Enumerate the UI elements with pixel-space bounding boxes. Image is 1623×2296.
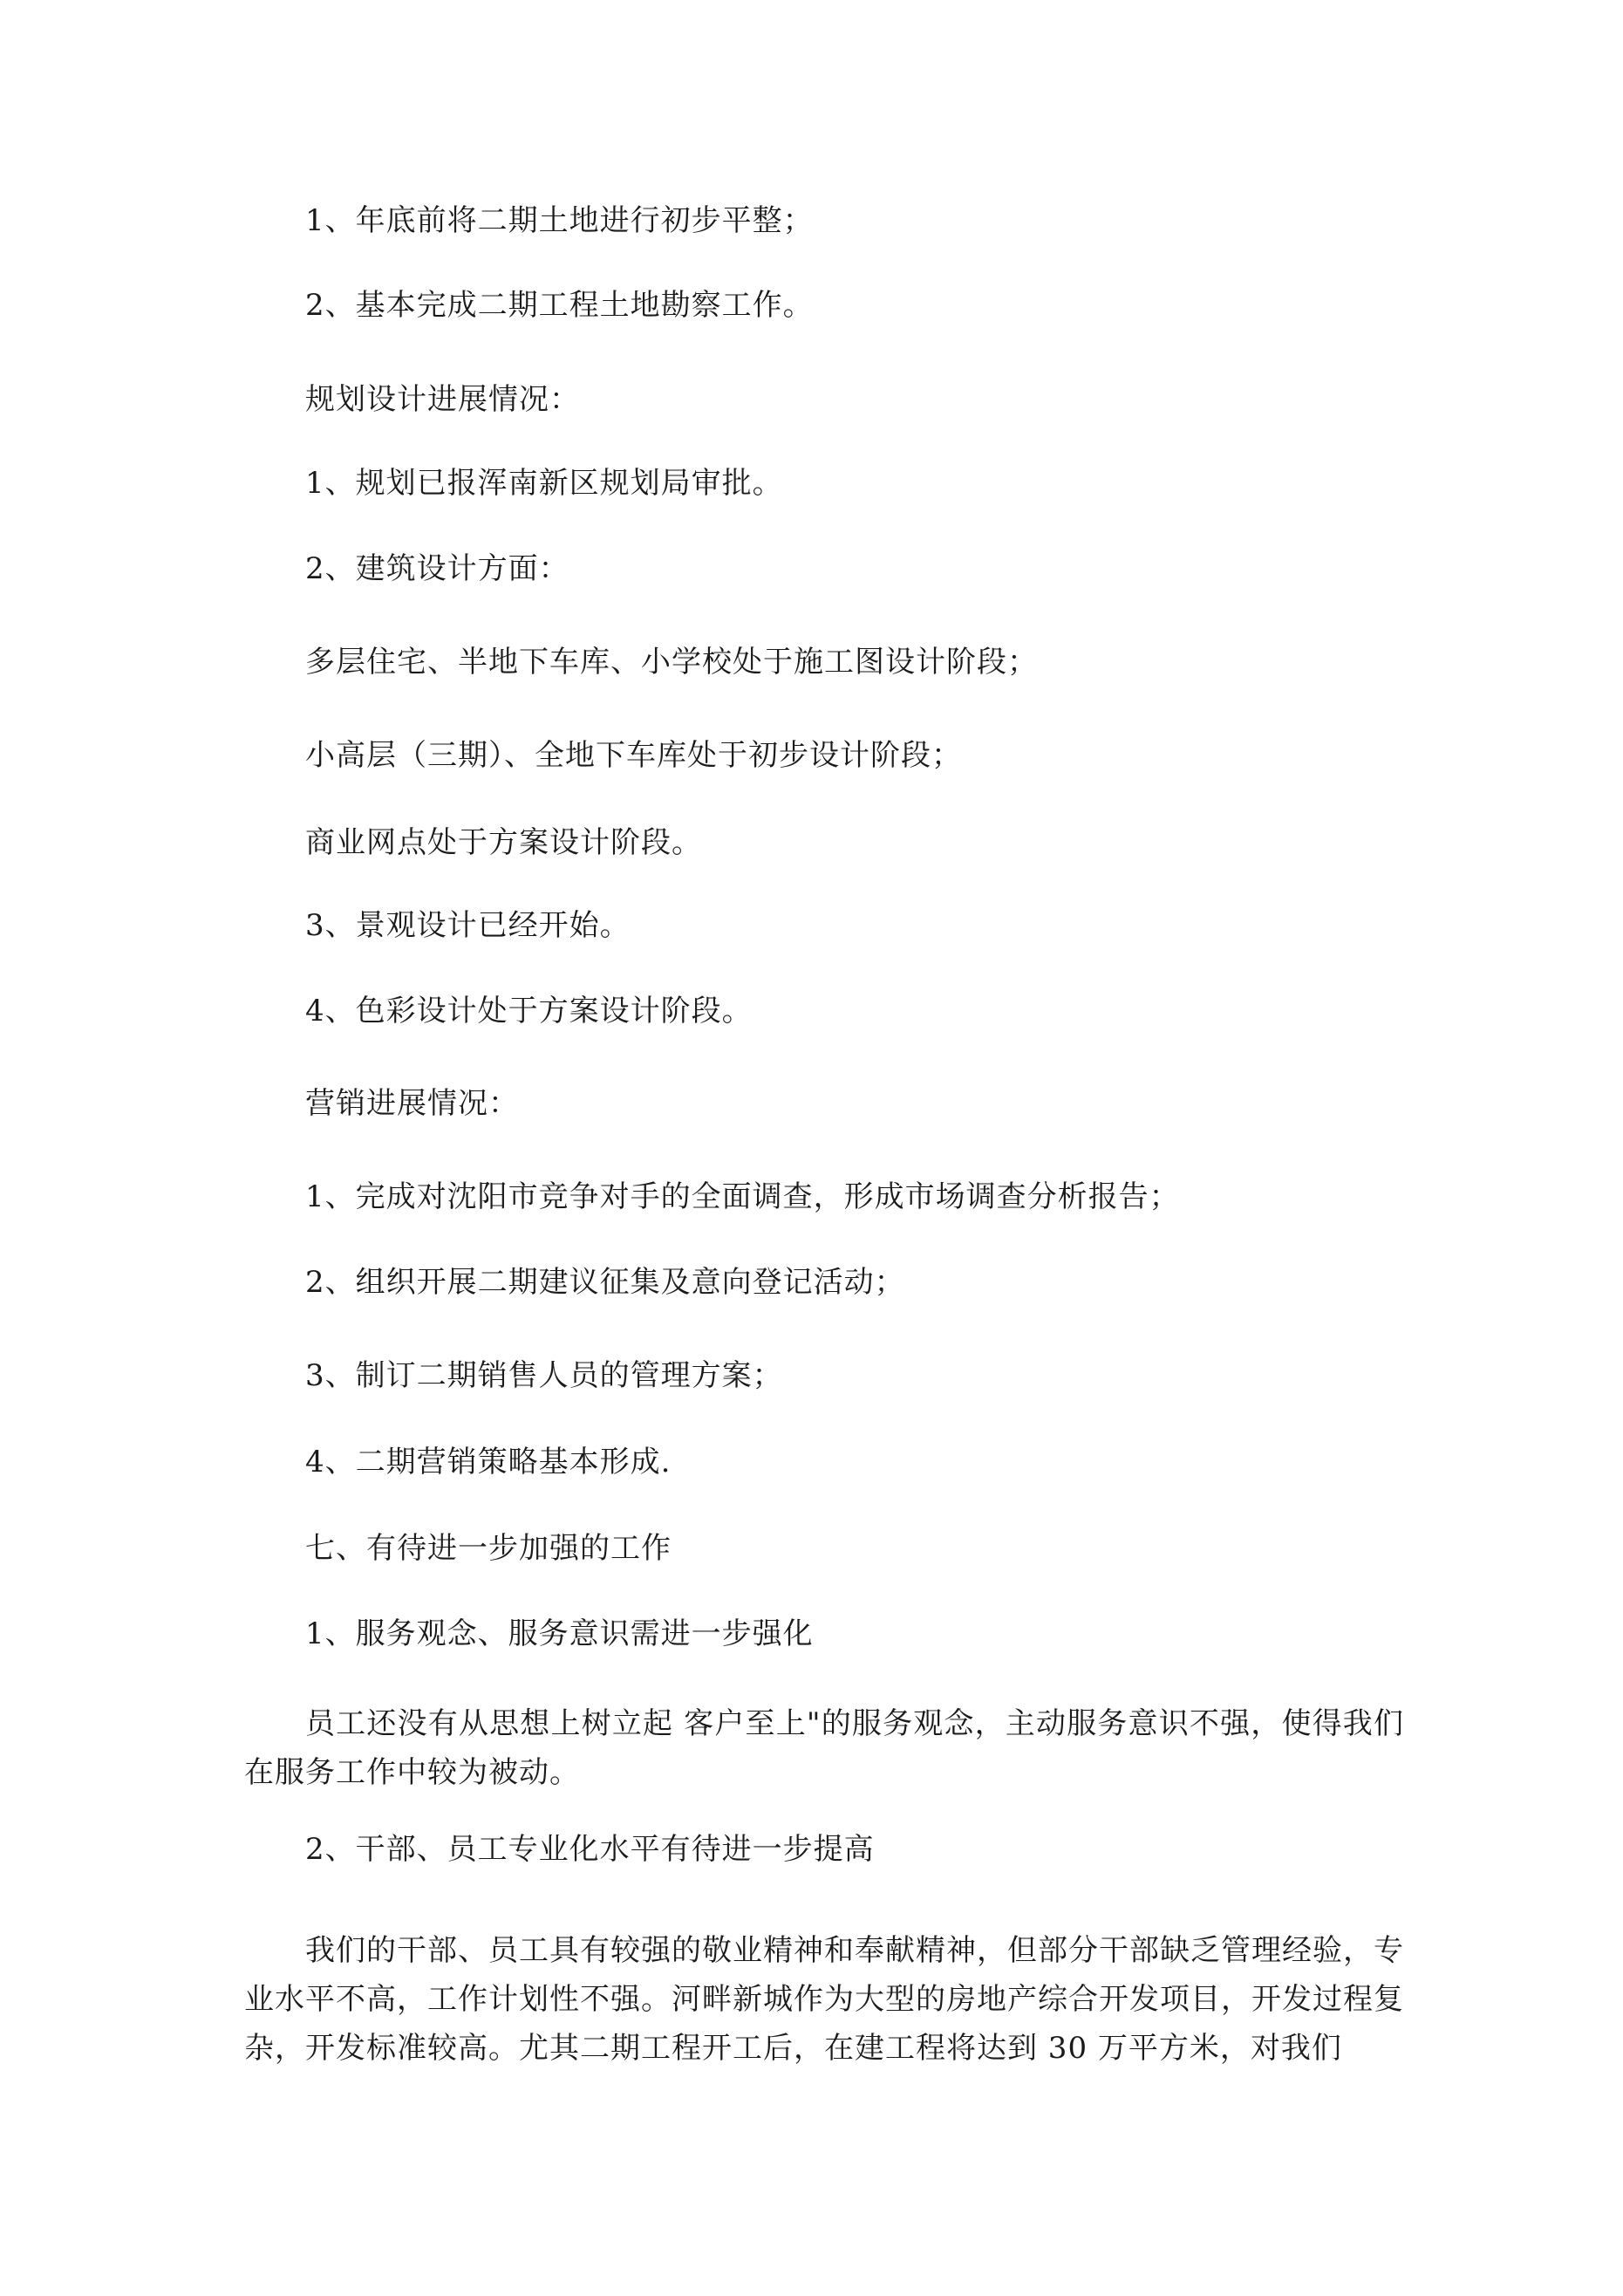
text-line: 2、建筑设计方面：	[305, 551, 569, 586]
text-line: 小高层（三期）、全地下车库处于初步设计阶段；	[305, 738, 962, 773]
text-line: 1、年底前将二期土地进行初步平整；	[305, 203, 814, 238]
paragraph: 我们的干部、员工具有较强的敬业精神和奉献精神，但部分干部缺乏管理经验，专业水平不高，工作计划性不强。河畔新城作为大型的房地产综合开发项目，开发过程复杂，开发标准较高。尤其二期工程开工后，在建工程将达到 30 万平方米，对我们	[244, 1933, 1404, 2066]
text-line: 商业网点处于方案设计阶段。	[305, 825, 702, 860]
text-line: 1、完成对沈阳市竞争对手的全面调查，形成市场调查分析报告；	[305, 1179, 1180, 1214]
text-line: 多层住宅、半地下车库、小学校处于施工图设计阶段；	[305, 645, 1038, 680]
text-line: 4、色彩设计处于方案设计阶段。	[305, 994, 753, 1028]
text-line: 3、景观设计已经开始。	[305, 908, 631, 943]
text-line: 1、规划已报浑南新区规划局审批。	[305, 466, 783, 501]
section-heading: 七、有待进一步加强的工作	[305, 1531, 672, 1566]
subsection-heading: 2、干部、员工专业化水平有待进一步提高	[305, 1832, 875, 1867]
text-line: 3、制订二期销售人员的管理方案；	[305, 1358, 783, 1393]
text-line: 4、二期营销策略基本形成.	[305, 1445, 672, 1479]
paragraph: 员工还没有从思想上树立起 客户至上"的服务观念，主动服务意识不强，使得我们在服务工作中较为被动。	[244, 1706, 1404, 1790]
text-line: 2、基本完成二期工程土地勘察工作。	[305, 288, 814, 323]
subsection-heading: 1、服务观念、服务意识需进一步强化	[305, 1616, 814, 1651]
text-line: 2、组织开展二期建议征集及意向登记活动；	[305, 1265, 905, 1300]
text-line: 营销进展情况：	[305, 1086, 519, 1121]
text-line: 规划设计进展情况：	[305, 382, 580, 417]
